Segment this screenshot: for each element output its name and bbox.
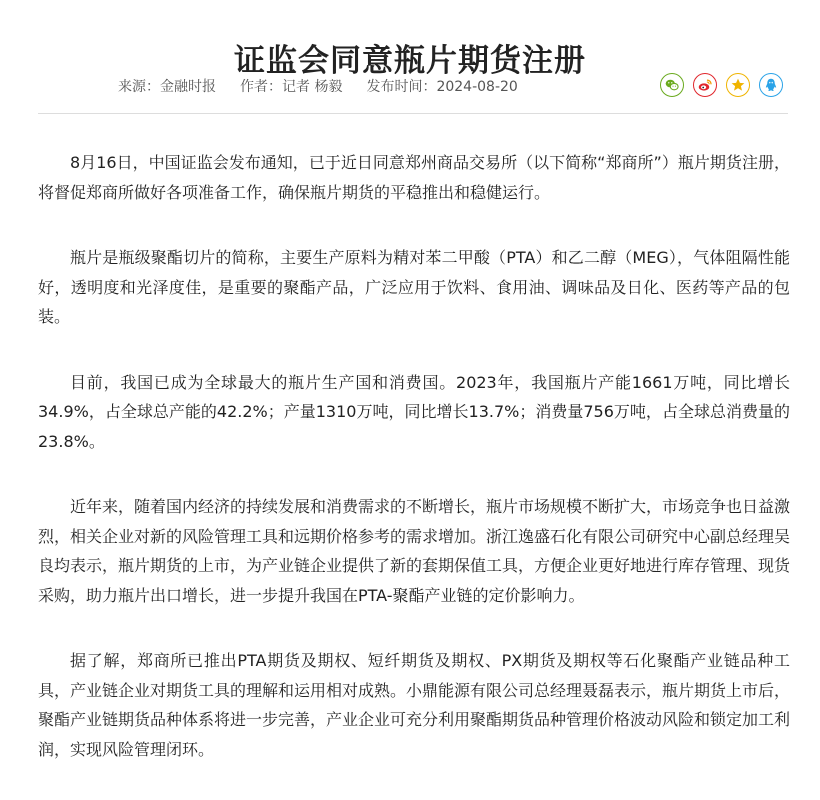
qq-icon xyxy=(763,77,779,93)
author-label: 作者： xyxy=(240,79,282,95)
share-wechat-button[interactable] xyxy=(660,73,684,97)
author-info xyxy=(240,76,342,96)
weibo-icon xyxy=(697,77,713,93)
article-paragraph: 目前，我国已成为全球最大的瓶片生产国和消费国。2023年，我国瓶片产能1661万吨，同比增长34.9%，占全球总产能的42.2%；产量1310万吨，同比增长13.7%；消费量756万吨，占全球总消费量的23.8%。 xyxy=(38,372,790,451)
share-bar xyxy=(660,73,783,97)
share-weibo-button[interactable] xyxy=(693,73,717,97)
article-title: 证监会同意瓶片期货注册 xyxy=(234,42,586,79)
source-info xyxy=(118,76,216,96)
date-value: 2024-08-20 xyxy=(436,79,518,95)
wechat-icon xyxy=(664,77,680,93)
source-label: 来源： xyxy=(118,79,160,95)
article-meta xyxy=(118,76,518,96)
author-value: 记者 杨毅 xyxy=(282,79,343,95)
article-body xyxy=(38,148,790,800)
source-value: 金融时报 xyxy=(160,79,216,95)
article-paragraph: 瓶片是瓶级聚酯切片的简称，主要生产原料为精对苯二甲酸（PTA）和乙二醇（MEG），气体阻隔性能好，透明度和光泽度佳，是重要的聚酯产品，广泛应用于饮料、食用油、调味品及日化、医药等产品的包装。 xyxy=(38,248,790,326)
article-paragraph: 8月16日，中国证监会发布通知，已于近日同意郑州商品交易所（以下简称“郑商所”）瓶片期货注册，将督促郑商所做好各项准备工作，确保瓶片期货的平稳推出和稳健运行。 xyxy=(38,153,790,202)
header-divider xyxy=(38,113,788,114)
date-info xyxy=(366,76,517,96)
article-paragraph: 据了解，郑商所已推出PTA期货及期权、短纤期货及期权、PX期货及期权等石化聚酯产业链品种工具，产业链企业对期货工具的理解和运用相对成熟。小鼎能源有限公司总经理聂磊表示，瓶片期货上市后，聚酯产业链期货品种体系将进一步完善，产业企业可充分利用聚酯期货品种管理价格波动风险和锁定加工利润，实现风险管理闭环。 xyxy=(38,651,791,759)
favorite-star-icon xyxy=(730,77,746,93)
share-qq-button[interactable] xyxy=(759,73,783,97)
share-favorite-button[interactable] xyxy=(726,73,750,97)
article-paragraph: 近年来，随着国内经济的持续发展和消费需求的不断增长，瓶片市场规模不断扩大，市场竞争也日益激烈，相关企业对新的风险管理工具和远期价格参考的需求增加。浙江逸盛石化有限公司研究中心副总经理吴良均表示，瓶片期货的上市，为产业链企业提供了新的套期保值工具，方便企业更好地进行库存管理、现货采购，助力瓶片出口增长，进一步提升我国在PTA-聚酯产业链的定价影响力。 xyxy=(38,497,791,605)
date-label: 发布时间： xyxy=(366,79,437,95)
